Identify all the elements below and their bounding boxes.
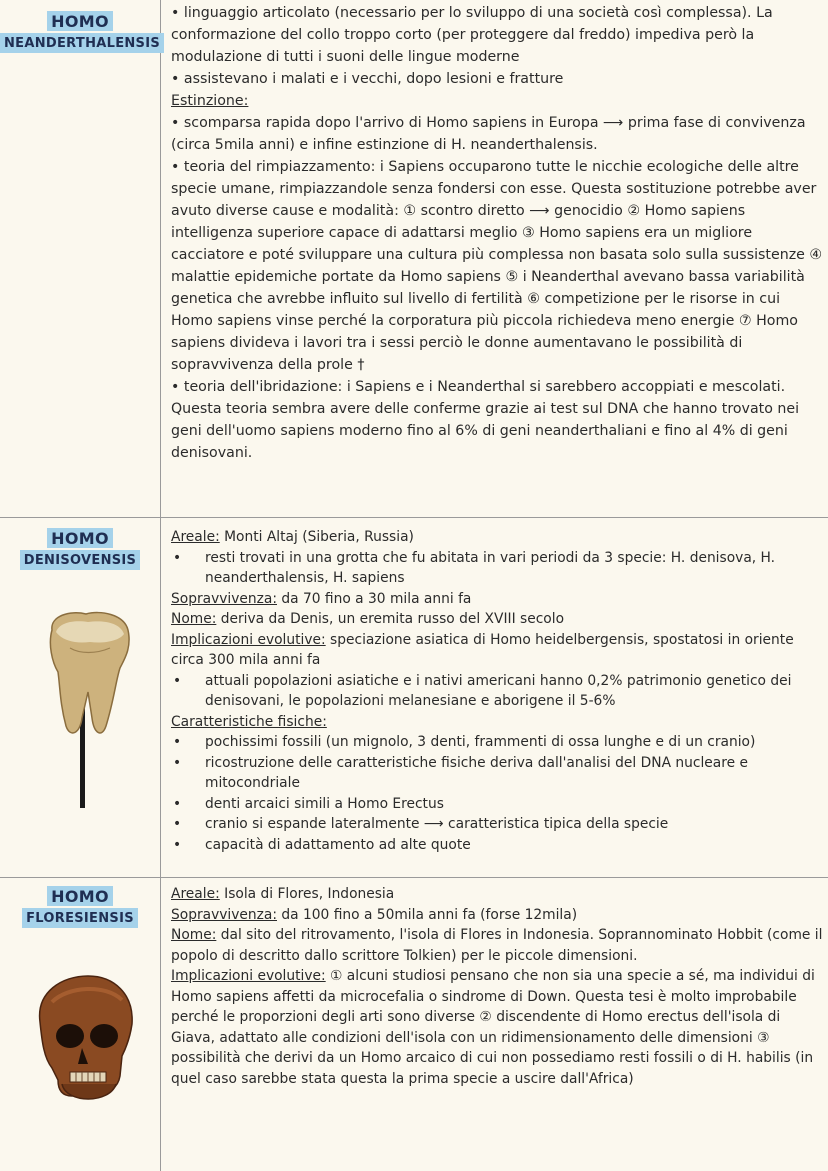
section-label-line1: HOMO — [47, 886, 113, 906]
tooth-fossil-image — [40, 608, 135, 813]
sopravvivenza-text: da 70 fino a 30 mila anni fa — [277, 590, 472, 607]
section-label-line1: HOMO — [47, 11, 113, 31]
nome-text: deriva da Denis, un eremita russo del XVIII secolo — [216, 611, 565, 627]
row-divider-2 — [0, 877, 828, 878]
section-content-denisovensis — [171, 527, 826, 855]
section-label-line2: FLORESIENSIS — [22, 908, 138, 928]
areale-text: Monti Altaj (Siberia, Russia) — [219, 529, 414, 545]
implicazioni-line — [171, 966, 826, 1089]
paragraph-linguaggio: • linguaggio articolato (necessario per lo sviluppo di una società così complessa). La conformazione del collo troppo corto (per proteggere dal freddo) impediva però la modulazione di tutti i suoni delle lingue moderne — [171, 5, 773, 65]
bullet-denti: • denti arcaici simili a Homo Erectus — [171, 794, 826, 815]
section-label-line1: HOMO — [47, 528, 113, 548]
implicazioni-label: Implicazioni evolutive: — [171, 968, 326, 984]
nome-line — [171, 925, 826, 966]
paragraph-scomparsa: • scomparsa rapida dopo l'arrivo di Homo sapiens in Europa ⟶ prima fase di convivenza (circa 5mila anni) e infine estinzione di H. neanderthalensis. — [171, 115, 806, 153]
bullet-cranio: • cranio si espande lateralmente ⟶ caratteristica tipica della specie — [171, 814, 826, 835]
implicazioni-line — [171, 630, 826, 671]
heading-estinzione: Estinzione: — [171, 93, 249, 109]
nome-label: Nome: — [171, 927, 217, 943]
bullet-resti: • resti trovati in una grotta che fu abitata in vari periodi da 3 specie: H. denisova, H. neanderthalensis, H. sapiens — [171, 548, 826, 589]
section-content-floresiensis — [171, 884, 826, 1089]
bullet-popolazioni: • attuali popolazioni asiatiche e i nativi americani hanno 0,2% patrimonio genetico dei denisovani, le popolazioni melanesiane e aborigene il 5-6% — [171, 671, 826, 712]
section-label-floresiensis — [0, 885, 160, 929]
areale-line — [171, 527, 826, 548]
implicazioni-label: Implicazioni evolutive: — [171, 631, 326, 648]
section-label-denisovensis — [0, 527, 160, 571]
bullet-fossili: • pochissimi fossili (un mignolo, 3 denti, frammenti di ossa lunghe e di un cranio) — [171, 732, 826, 753]
sopravvivenza-label: Sopravvivenza: — [171, 906, 277, 923]
section-label-line2: DENISOVENSIS — [20, 550, 140, 570]
sopravvivenza-line — [171, 905, 826, 926]
paragraph-ibridazione: • teoria dell'ibridazione: i Sapiens e i Neanderthal si sarebbero accoppiati e mescolati. Questa teoria sembra avere delle conferme grazie ai test sul DNA che hanno trovato nei geni dell'uomo sapiens moderno fino al 6% di geni neanderthaliani e fino al 4% di geni denisovani. — [171, 379, 800, 461]
areale-label: Areale: — [171, 886, 220, 902]
section-content-neanderthalensis — [171, 2, 826, 464]
sopravvivenza-label: Sopravvivenza: — [171, 590, 277, 607]
sopravvivenza-line — [171, 589, 826, 610]
paragraph-rimpiazzamento: • teoria del rimpiazzamento: i Sapiens occuparono tutte le nicchie ecologiche delle altre specie umane, rimpiazzandole senza fondersi con esse. Questa sostituzione potrebbe aver avuto diverse cause e modalità: ① scontro diretto ⟶ genocidio ② Homo sapiens intelligenza superiore capace di adattarsi meglio ③ Homo sapiens era un migliore cacciatore e poté sviluppare una cultura più complessa non basata solo sulla sussistenze ④ malattie epidemiche portate da Homo sapiens ⑤ i Neanderthal avevano bassa variabilità genetica che avrebbe influito sul livello di fertilità ⑥ competizione per le risorse in cui Homo sapiens vinse perché la corporatura più piccola richiedeva meno energie ⑦ Homo sapiens divideva i lavori tra i sessi perciò le donne aumentavano le possibilità di sopravvivenza della prole † — [171, 159, 823, 373]
column-divider — [160, 0, 161, 1171]
nome-text: dal sito del ritrovamento, l'isola di Flores in Indonesia. Soprannominato Hobbit (come il popolo di descritto dallo scrittore Tolkien) per le piccole dimensioni. — [171, 927, 823, 964]
paragraph-assistenza: • assistevano i malati e i vecchi, dopo lesioni e fratture — [171, 71, 564, 87]
sopravvivenza-text: da 100 fino a 50mila anni fa (forse 12mila) — [277, 906, 578, 923]
section-label-neanderthalensis — [0, 10, 160, 54]
implicazioni-text: speciazione asiatica di Homo heidelbergensis, spostatosi in oriente circa 300 mila anni fa — [171, 631, 794, 668]
bullet-quote: • capacità di adattamento ad alte quote — [171, 835, 826, 856]
areale-text: Isola di Flores, Indonesia — [219, 886, 395, 902]
implicazioni-text: ① alcuni studiosi pensano che non sia una specie a sé, ma individui di Homo sapiens affetti da microcefalia o sindrome di Down. Questa tesi è molto improbabile perché le proporzioni degli arti sono diverse ② discendente di Homo erectus dell'isola di Giava, adattato alle condizioni dell'isola con un ridimensionamento delle dimensioni ③ possibilità che derivi da un Homo arcaico di cui non possediamo resti fossili o di H. habilis (in quel caso sarebbe stata questa la prima specie a uscire dall'Africa) — [171, 968, 815, 1087]
section-label-line2: NEANDERTHALENSIS — [0, 33, 164, 53]
areale-line — [171, 884, 826, 905]
areale-label: Areale: — [171, 529, 220, 545]
heading-caratteristiche: Caratteristiche fisiche: — [171, 713, 327, 730]
bullet-dna: • ricostruzione delle caratteristiche fisiche deriva dall'analisi del DNA nucleare e mitocondriale — [171, 753, 826, 794]
nome-label: Nome: — [171, 611, 217, 627]
nome-line — [171, 609, 826, 630]
row-divider-1 — [0, 517, 828, 518]
skull-fossil-image — [22, 972, 142, 1112]
